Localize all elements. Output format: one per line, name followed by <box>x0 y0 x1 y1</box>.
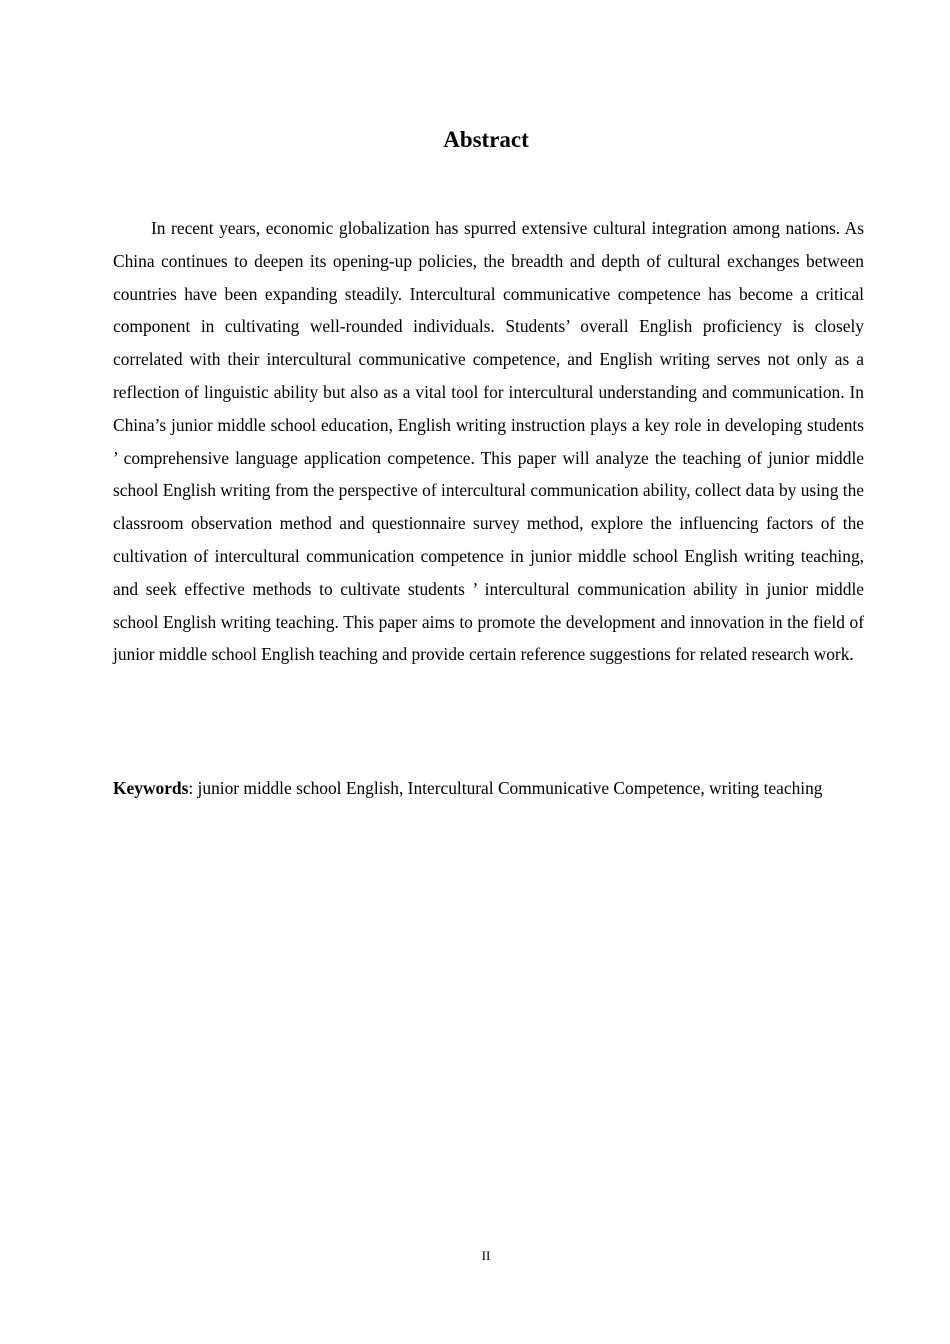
abstract-body: In recent years, economic globalization has spurred extensive cultural integration among nations. As China continues to deepen its opening-up policies, the breadth and depth of cultural exchanges between countries have been expanding steadily. Intercultural communicative competence has become a critical component in cultivating well-rounded individuals. Students’ overall English proficiency is closely correlated with their intercultural communicative competence, and English writing serves not only as a reflection of linguistic ability but also as a vital tool for intercultural understanding and communication. In China’s junior middle school education, English writing instruction plays a key role in developing students ’ comprehensive language application competence. This paper will analyze the teaching of junior middle school English writing from the perspective of intercultural communication ability, collect data by using the classroom observation method and questionnaire survey method, explore the influencing factors of the cultivation of intercultural communication competence in junior middle school English writing teaching, and seek effective methods to cultivate students ’ intercultural communication ability in junior middle school English writing teaching. This paper aims to promote the development and innovation in the field of junior middle school English teaching and provide certain reference suggestions for related research work. <box>113 218 864 665</box>
page-number: II <box>481 1248 491 1263</box>
keywords-label: Keywords <box>113 778 189 798</box>
abstract-title: Abstract <box>443 127 529 152</box>
keywords-paragraph <box>113 772 860 805</box>
keywords-text: junior middle school English, Intercultural Communicative Competence, writing teaching <box>197 778 823 798</box>
keywords-separator: : <box>188 778 198 798</box>
